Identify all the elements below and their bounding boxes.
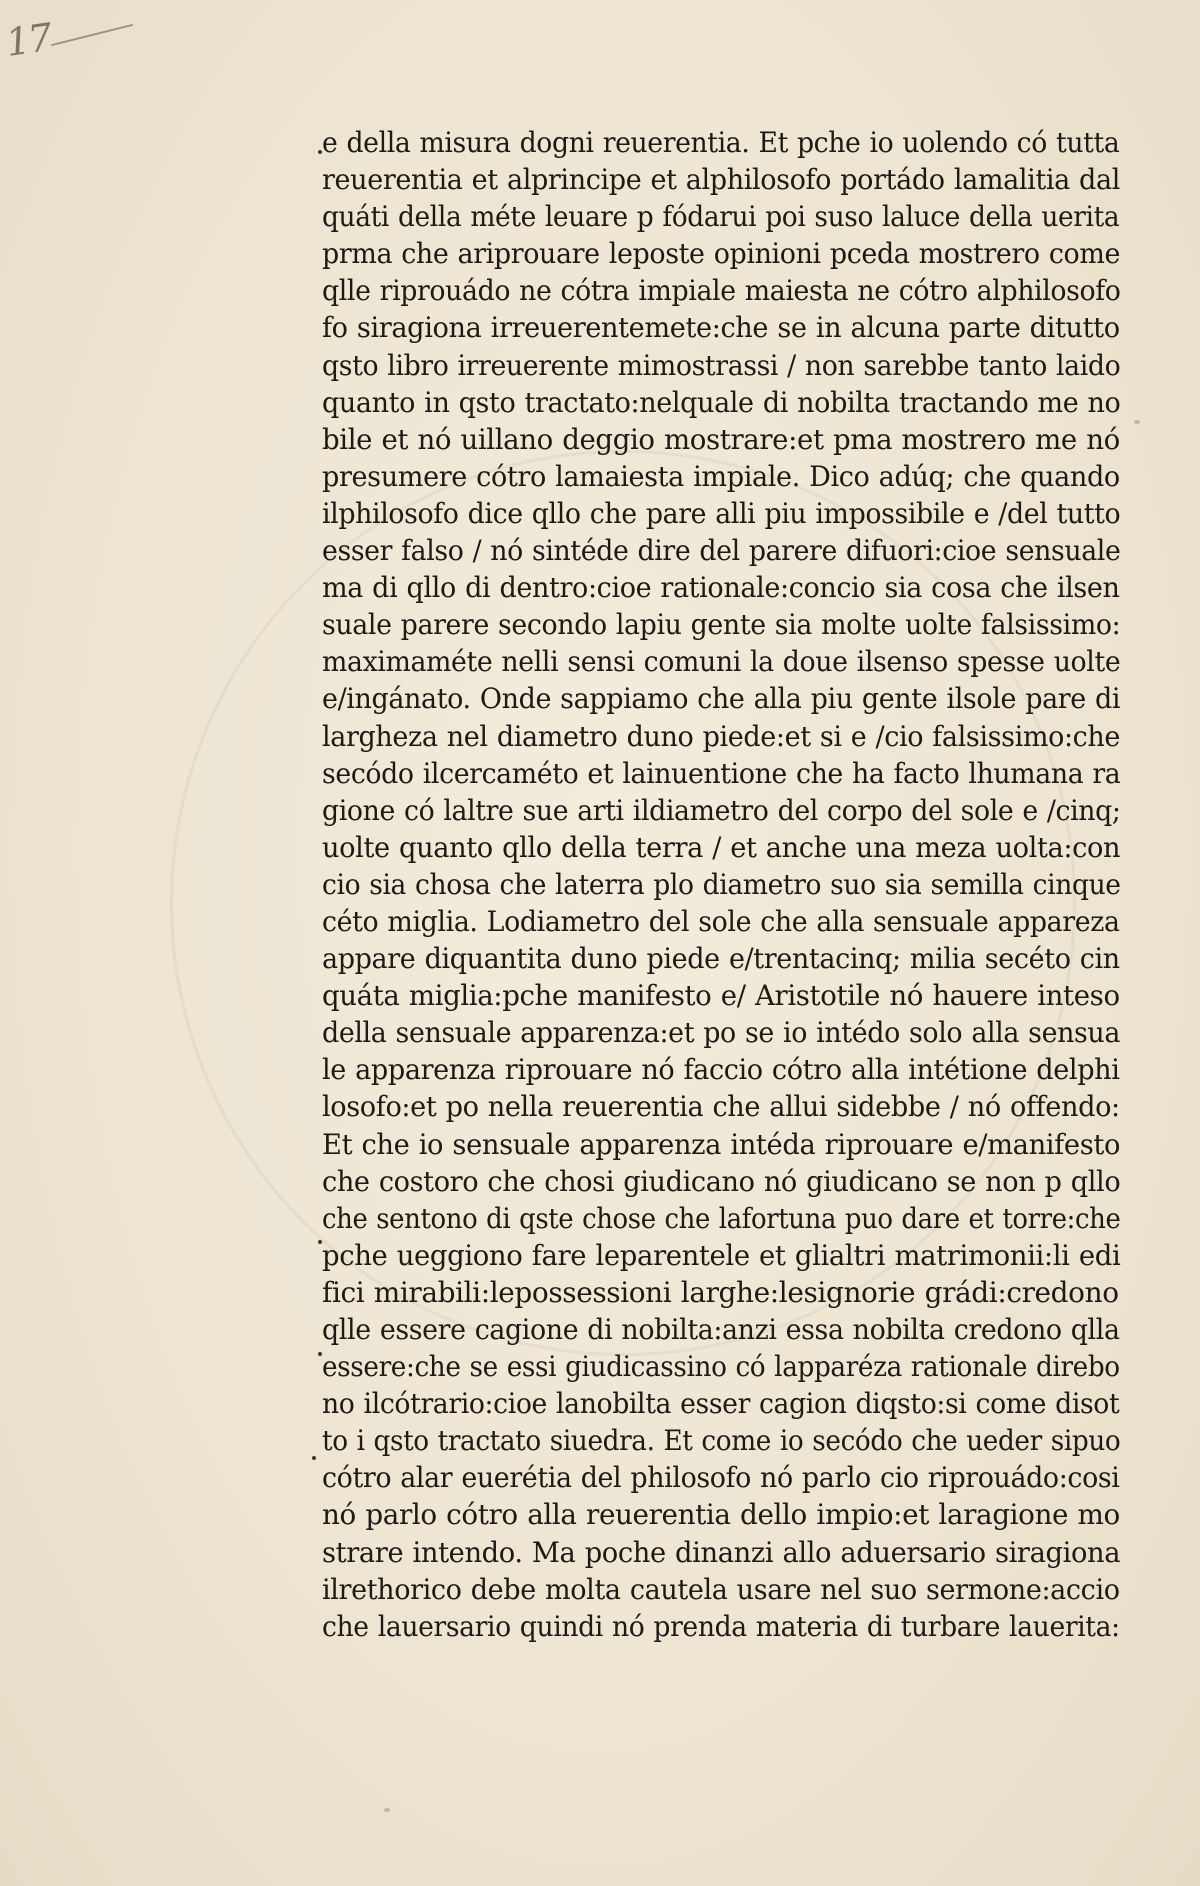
text-line: quáta miglia:pche manifesto e/ Aristotile nó hauere inteso: [322, 979, 1120, 1013]
text-line: qlle riprouádo ne cótra impiale maiesta ne cótro alphilosofo: [322, 274, 1121, 308]
text-line: quanto in qsto tractato:nelquale di nobilta tractando me no: [322, 385, 1121, 419]
text-line: qsto libro irreuerente mimostrassi / non sarebbe tanto laido: [322, 348, 1121, 382]
text-line: uolte quanto qllo della terra / et anche una meza uolta:con: [322, 830, 1121, 864]
paper-speck: [1134, 420, 1140, 424]
text-line: pche ueggiono fare leparentele et glialtri matrimonii:li edi: [322, 1238, 1121, 1272]
text-line: presumere cótro lamaiesta impiale. Dico adúq; che quando: [322, 459, 1120, 493]
text-line: che costoro che chosi giudicano nó giudicano se non p qllo: [322, 1164, 1121, 1198]
margin-dot: [312, 1456, 316, 1460]
text-line: nó parlo cótro alla reuerentia dello impio:et laragione mo: [322, 1498, 1120, 1532]
text-line: che sentono di qste chose che lafortuna puo dare et torre:che: [322, 1201, 1121, 1235]
text-line: céto miglia. Lodiametro del sole che alla sensuale appareza: [322, 904, 1120, 938]
text-line: e della misura dogni reuerentia. Et pche io uolendo có tutta: [322, 126, 1120, 159]
body-text: [322, 124, 1122, 1645]
text-line: Et che io sensuale apparenza intéda riprouare e/manifesto: [322, 1127, 1121, 1161]
text-line: fici mirabili:lepossessioni larghe:lesignorie grádi:credono: [322, 1275, 1119, 1309]
text-line: cótro alar euerétia del philosofo nó parlo cio riprouádo:cosi: [322, 1461, 1120, 1495]
text-line: essere:che se essi giudicassino có lapparéza rationale direbo: [322, 1350, 1120, 1384]
text-line: no ilcótrario:cioe lanobilta esser cagion diqsto:si come disot: [322, 1387, 1120, 1421]
text-line: le apparenza riprouare nó faccio cótro alla intétione delphi: [322, 1053, 1120, 1087]
text-line: secódo ilcercaméto et lainuentione che ha facto lhumana ra: [322, 756, 1121, 790]
text-line: reuerentia et alprincipe et alphilosofo portádo lamalitia dal: [322, 163, 1120, 197]
text-line: appare diquantita duno piede e/trentacinq; milia secéto cin: [322, 942, 1120, 976]
text-line: ma di qllo di dentro:cioe rationale:concio sia cosa che ilsen: [322, 571, 1120, 605]
text-line: che lauersario quindi nó prenda materia di turbare lauerita:: [322, 1609, 1120, 1643]
text-line: largheza nel diametro duno piede:et si e /cio falsissimo:che: [322, 719, 1121, 753]
folio-number: 17: [3, 15, 54, 65]
text-line: esser falso / nó sintéde dire del parere difuori:cioe sensuale: [322, 534, 1121, 568]
text-line: losofo:et po nella reuerentia che allui sidebbe / nó offendo:: [322, 1090, 1120, 1124]
text-line: gione có laltre sue arti ildiametro del corpo del sole e /cinq;: [322, 793, 1121, 827]
text-line: ilrethorico debe molta cautela usare nel suo sermone:accio: [322, 1572, 1120, 1606]
text-line: maximaméte nelli sensi comuni la doue ilsenso spesse uolte: [322, 645, 1121, 679]
text-line: qlle essere cagione di nobilta:anzi essa nobilta credono qlla: [322, 1313, 1120, 1346]
text-line: quáti della méte leuare p fódarui poi suso laluce della uerita: [322, 200, 1120, 234]
text-line: strare intendo. Ma poche dinanzi allo aduersario siragiona: [322, 1535, 1121, 1569]
text-line: ilphilosofo dice qllo che pare alli piu impossibile e /del tutto: [322, 496, 1121, 530]
folio-pen-stroke: [51, 24, 133, 46]
paper-speck: [384, 1808, 390, 1812]
text-line: fo siragiona irreuerentemete:che se in alcuna parte ditutto: [322, 311, 1120, 345]
text-line: e/ingánato. Onde sappiamo che alla piu gente ilsole pare di: [322, 682, 1121, 716]
text-line: prma che ariprouare leposte opinioni pceda mostrero come: [322, 237, 1120, 271]
text-line: to i qsto tractato siuedra. Et come io secódo che ueder sipuo: [322, 1424, 1121, 1458]
text-line: bile et nó uillano deggio mostrare:et pma mostrero me nó: [322, 422, 1120, 456]
text-line: cio sia chosa che laterra plo diametro suo sia semilla cinque: [322, 867, 1121, 901]
text-line: della sensuale apparenza:et po se io intédo solo alla sensua: [322, 1016, 1120, 1050]
text-line: suale parere secondo lapiu gente sia molte uolte falsissimo:: [322, 608, 1121, 642]
